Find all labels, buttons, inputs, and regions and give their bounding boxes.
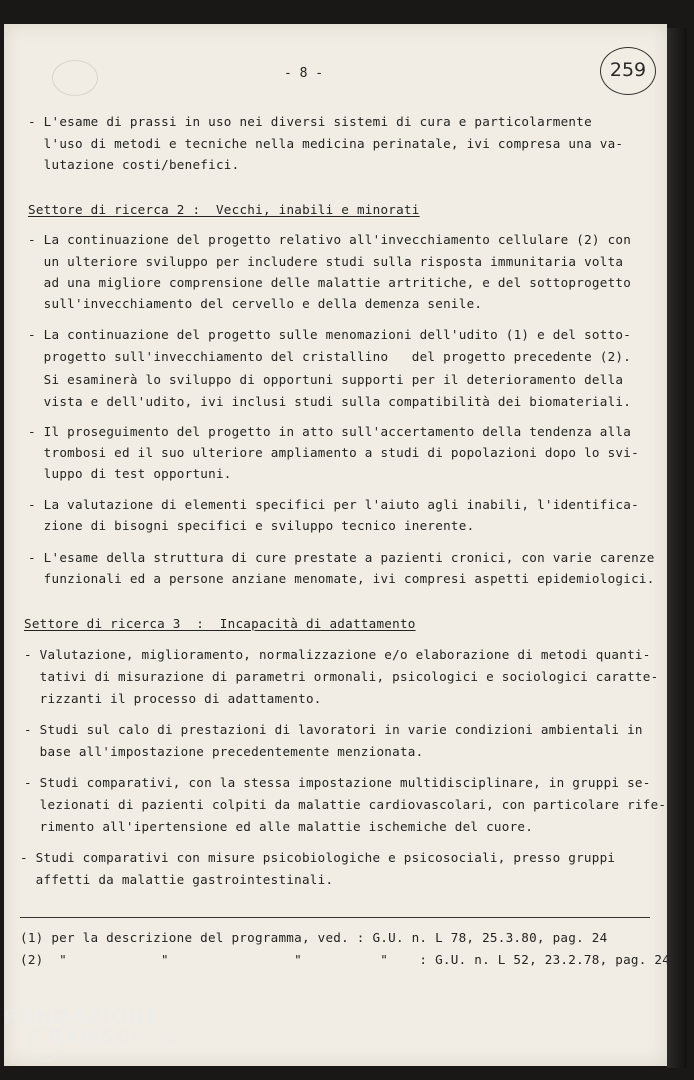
text-line: luppo di test opportuni. bbox=[28, 466, 232, 481]
stamp-number: 259 bbox=[609, 59, 647, 81]
text-line: funzionali ed a persone anziane menomate, ivi compresi aspetti epidemiologici. bbox=[28, 571, 655, 586]
text-line: trombosi ed il suo ulteriore ampliamento a studi di popolazioni dopo lo svi- bbox=[28, 445, 639, 460]
archive-watermark bbox=[4, 1006, 177, 1048]
text-line: rizzanti il processo di adattamento. bbox=[24, 691, 322, 706]
text-line: affetti da malattie gastrointestinali. bbox=[20, 872, 334, 887]
watermark-line1: FONDAZIONE bbox=[4, 1006, 161, 1028]
text-line: lutazione costi/benefici. bbox=[28, 157, 240, 172]
text-line: ad una migliore comprensione delle malattie artritiche, e del sottoprogetto bbox=[28, 275, 632, 290]
text-line: - Studi comparativi con misure psicobiologiche e psicosociali, presso gruppi bbox=[20, 850, 616, 865]
page-edge bbox=[667, 28, 687, 1068]
text-line: vista e dell'udito, ivi inclusi studi sulla compatibilità dei biomateriali. bbox=[28, 394, 632, 409]
footnote-2: (2) " " " " : G.U. n. L 52, 23.2.78, pag. 24 bbox=[20, 952, 671, 967]
text-line: sull'invecchiamento del cervello e della demenza senile. bbox=[28, 296, 483, 311]
text-line: base all'impostazione precedentemente menzionata. bbox=[24, 744, 424, 759]
page-number: - 8 - bbox=[284, 66, 324, 81]
watermark-line2: RAMSCI bbox=[48, 1026, 140, 1048]
footnote-1: (1) per la descrizione del programma, ved. : G.U. n. L 78, 25.3.80, pag. 24 bbox=[20, 930, 608, 945]
text-line: Si esaminerà lo sviluppo di opportuni supporti per il deterioramento della bbox=[28, 372, 624, 387]
archive-stamp bbox=[600, 47, 656, 95]
text-line: - La continuazione del progetto relativo all'invecchiamento cellulare (2) con bbox=[28, 232, 632, 247]
text-line: - L'esame di prassi in uso nei diversi sistemi di cura e particolarmente bbox=[28, 114, 592, 129]
text-line: - Valutazione, miglioramento, normalizzazione e/o elaborazione di metodi quanti- bbox=[24, 647, 651, 662]
text-line: rimento all'ipertensione ed alle malattie ischemiche del cuore. bbox=[24, 819, 534, 834]
watermark-line3: online bbox=[149, 1036, 177, 1046]
text-line: progetto sull'invecchiamento del cristallino del progetto precedente (2). bbox=[28, 349, 632, 364]
document-page bbox=[4, 24, 667, 1066]
text-line: - La continuazione del progetto sulle menomazioni dell'udito (1) e del sotto- bbox=[28, 327, 632, 342]
footnote-separator bbox=[20, 917, 650, 918]
section-heading-2: Settore di ricerca 2 : Vecchi, inabili e minorati bbox=[28, 202, 420, 217]
text-line: - Studi sul calo di prestazioni di lavoratori in varie condizioni ambientali in bbox=[24, 722, 643, 737]
faint-stamp-ghost bbox=[52, 60, 98, 96]
text-line: tativi di misurazione di parametri ormonali, psicologici e sociologici caratte- bbox=[24, 669, 659, 684]
text-line: - L'esame della struttura di cure prestate a pazienti cronici, con varie carenze bbox=[28, 550, 655, 565]
text-line: lezionati di pazienti colpiti da malattie cardiovascolari, con particolare rife- bbox=[24, 797, 667, 812]
text-line: zione di bisogni specifici e sviluppo tecnico inerente. bbox=[28, 518, 475, 533]
text-line: - La valutazione di elementi specifici per l'aiuto agli inabili, l'identifica- bbox=[28, 497, 639, 512]
text-line: - Studi comparativi, con la stessa impostazione multidisciplinare, in gruppi se- bbox=[24, 775, 651, 790]
text-line: - Il proseguimento del progetto in atto sull'accertamento della tendenza alla bbox=[28, 424, 632, 439]
text-line: l'uso di metodi e tecniche nella medicina perinatale, ivi compresa una va- bbox=[28, 136, 624, 151]
section-heading-3: Settore di ricerca 3 : Incapacità di adattamento bbox=[24, 616, 416, 631]
text-line: un ulteriore sviluppo per includere studi sulla risposta immunitaria volta bbox=[28, 254, 624, 269]
